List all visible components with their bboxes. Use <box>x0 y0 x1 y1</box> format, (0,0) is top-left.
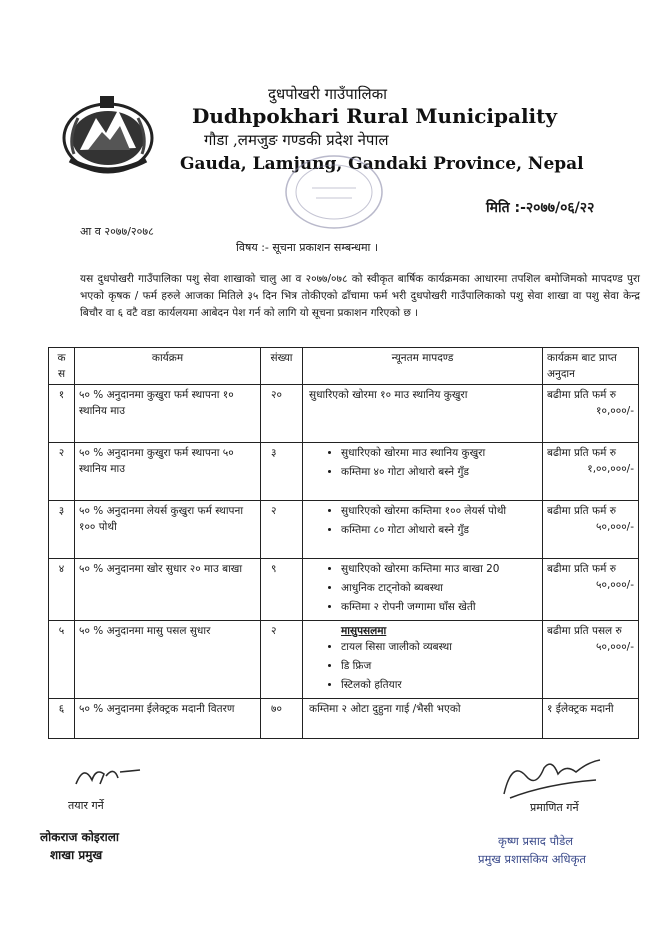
approver-signature-icon <box>496 754 606 804</box>
criteria-text: सुधारिएको खोरमा १० माउ स्थानिय कुखुरा <box>309 389 468 401</box>
preparer-signature-icon <box>70 760 150 790</box>
grant-text: बढीमा प्रति पसल रु <box>547 625 622 637</box>
grant-text: बढीमा प्रति फर्म रु <box>547 563 616 575</box>
criteria-item: • डि फ्रिज <box>341 658 538 674</box>
address-nepali: गौडा ,लमजुङ गण्डकी प्रदेश नेपाल <box>204 131 389 149</box>
notice-body: यस दुधपोखरी गाउँपालिका पशु सेवा शाखाको चालु आ व २०७७/०७८ को स्वीकृत बार्षिक कार्यक्रमका आधारमा तपशिल बमोजिमको मापदण्ड पुरा भएको कृषक / फर्म हरुले आजका मितिले ३५ दिन भित्र तोकीएको ढाँचामा फर्म भरी दुधपोखरी गाउँपालिकाको पशु सेवा शाखा वा पशु सेवा केन्द्र बिचौर वा ६ वटै वडा कार्यलयमा आबेदन पेश गर्न को लागि यो सूचना प्रकाशन गरिएको छ । <box>80 273 640 319</box>
program-table <box>48 347 639 739</box>
row-quantity: २० <box>261 385 303 443</box>
row-grant <box>543 443 639 501</box>
subject-line: विषय :- सूचना प्रकाशन सम्बन्धमा । <box>236 241 379 254</box>
criteria-item: • कम्तिमा ८० गोटा ओथारो बस्ने गुँड <box>341 522 538 538</box>
prepared-by-label: तयार गर्ने <box>68 799 104 812</box>
approver-title: प्रमुख प्रशासकिय अधिकृत <box>478 852 586 866</box>
grant-text: बढीमा प्रति फर्म रु <box>547 389 616 401</box>
row-criteria <box>303 699 543 739</box>
criteria-item: • कम्तिमा ४० गोटा ओथारो बस्ने गुँड <box>341 464 538 480</box>
criteria-item: • सुधारिएको खोरमा कम्तिमा १०० लेयर्स पोथी <box>341 503 538 519</box>
row-grant <box>543 699 639 739</box>
table-row <box>49 501 639 559</box>
row-quantity: २ <box>261 501 303 559</box>
row-criteria <box>303 621 543 699</box>
row-program: ५० % अनुदानमा मासु पसल सुधार <box>75 621 261 699</box>
address-english: Gauda, Lamjung, Gandaki Province, Nepal <box>180 154 584 174</box>
table-row <box>49 699 639 739</box>
row-program: ५० % अनुदानमा लेयर्स कुखुरा फर्म स्थापना १०० पोथी <box>75 501 261 559</box>
row-sn: ५ <box>49 621 75 699</box>
row-criteria <box>303 443 543 501</box>
row-sn: ६ <box>49 699 75 739</box>
grant-amount: ५०,०००/- <box>596 641 634 653</box>
criteria-heading: मासुपसलमा <box>341 625 387 637</box>
table-row <box>49 559 639 621</box>
table-header-row <box>49 348 639 385</box>
table-row <box>49 621 639 699</box>
municipality-name-english: Dudhpokhari Rural Municipality <box>192 104 557 128</box>
row-sn: २ <box>49 443 75 501</box>
row-criteria <box>303 559 543 621</box>
criteria-item: • टायल सिसा जालीको व्यबस्था <box>341 639 538 655</box>
column-header-criteria: न्यूनतम मापदण्ड <box>303 348 543 385</box>
row-sn: ४ <box>49 559 75 621</box>
row-quantity: २ <box>261 621 303 699</box>
row-sn: १ <box>49 385 75 443</box>
criteria-item: • सुधारिएको खोरमा कम्तिमा माउ बाखा 20 <box>341 561 538 577</box>
criteria-item: • स्टिलको हतियार <box>341 677 538 693</box>
row-program: ५० % अनुदानमा खोर सुधार २० माउ बाखा <box>75 559 261 621</box>
column-header-sn: क स <box>49 348 75 385</box>
certified-by-label: प्रमाणित गर्ने <box>530 801 579 814</box>
row-grant <box>543 385 639 443</box>
fiscal-year: आ व २०७७/२०७८ <box>80 225 154 238</box>
column-header-program: कार्यक्रम <box>75 348 261 385</box>
grant-text: बढीमा प्रति फर्म रु <box>547 505 616 517</box>
grant-text: बढीमा प्रति फर्म रु <box>547 447 616 459</box>
row-quantity: ७० <box>261 699 303 739</box>
criteria-item: • कम्तिमा २ रोपनी जग्गामा घाँस खेती <box>341 599 538 615</box>
preparer-title: शाखा प्रमुख <box>50 848 103 862</box>
grant-amount: १,००,०००/- <box>587 463 634 475</box>
table-row <box>49 385 639 443</box>
municipality-name-nepali: दुधपोखरी गाउँपालिका <box>268 85 388 103</box>
table-row <box>49 443 639 501</box>
row-program: ५० % अनुदानमा ईलेक्ट्रक मदानी वितरण <box>75 699 261 739</box>
preparer-name: लोकराज कोइराला <box>40 830 120 844</box>
row-criteria <box>303 501 543 559</box>
row-program: ५० % अनुदानमा कुखुरा फर्म स्थापना १० स्थानिय माउ <box>75 385 261 443</box>
grant-text: १ ईलेक्ट्रक मदानी <box>547 703 614 715</box>
row-quantity: ३ <box>261 443 303 501</box>
row-grant <box>543 501 639 559</box>
row-sn: ३ <box>49 501 75 559</box>
row-criteria <box>303 385 543 443</box>
row-program: ५० % अनुदानमा कुखुरा फर्म स्थापना ५० स्थानिय माउ <box>75 443 261 501</box>
criteria-text: कम्तिमा २ ओटा दुहुना गाई /भैसी भएको <box>309 703 461 715</box>
grant-amount: १०,०००/- <box>596 405 634 417</box>
column-header-quantity: संख्या <box>261 348 303 385</box>
row-grant <box>543 559 639 621</box>
column-header-grant: कार्यक्रम बाट प्राप्त अनुदान <box>543 348 639 385</box>
row-grant <box>543 621 639 699</box>
approver-name: कृष्ण प्रसाद पौडेल <box>498 834 574 848</box>
grant-amount: ५०,०००/- <box>596 521 634 533</box>
criteria-item: • आधुनिक टाट्नोको ब्यबस्था <box>341 580 538 596</box>
issue-date: मिति :-२०७७/०६/२२ <box>486 200 595 216</box>
grant-amount: ५०,०००/- <box>596 579 634 591</box>
office-stamp-icon <box>282 150 386 234</box>
row-quantity: ९ <box>261 559 303 621</box>
nepal-emblem-icon <box>58 88 158 178</box>
criteria-item: • सुधारिएको खोरमा माउ स्थानिय कुखुरा <box>341 445 538 461</box>
